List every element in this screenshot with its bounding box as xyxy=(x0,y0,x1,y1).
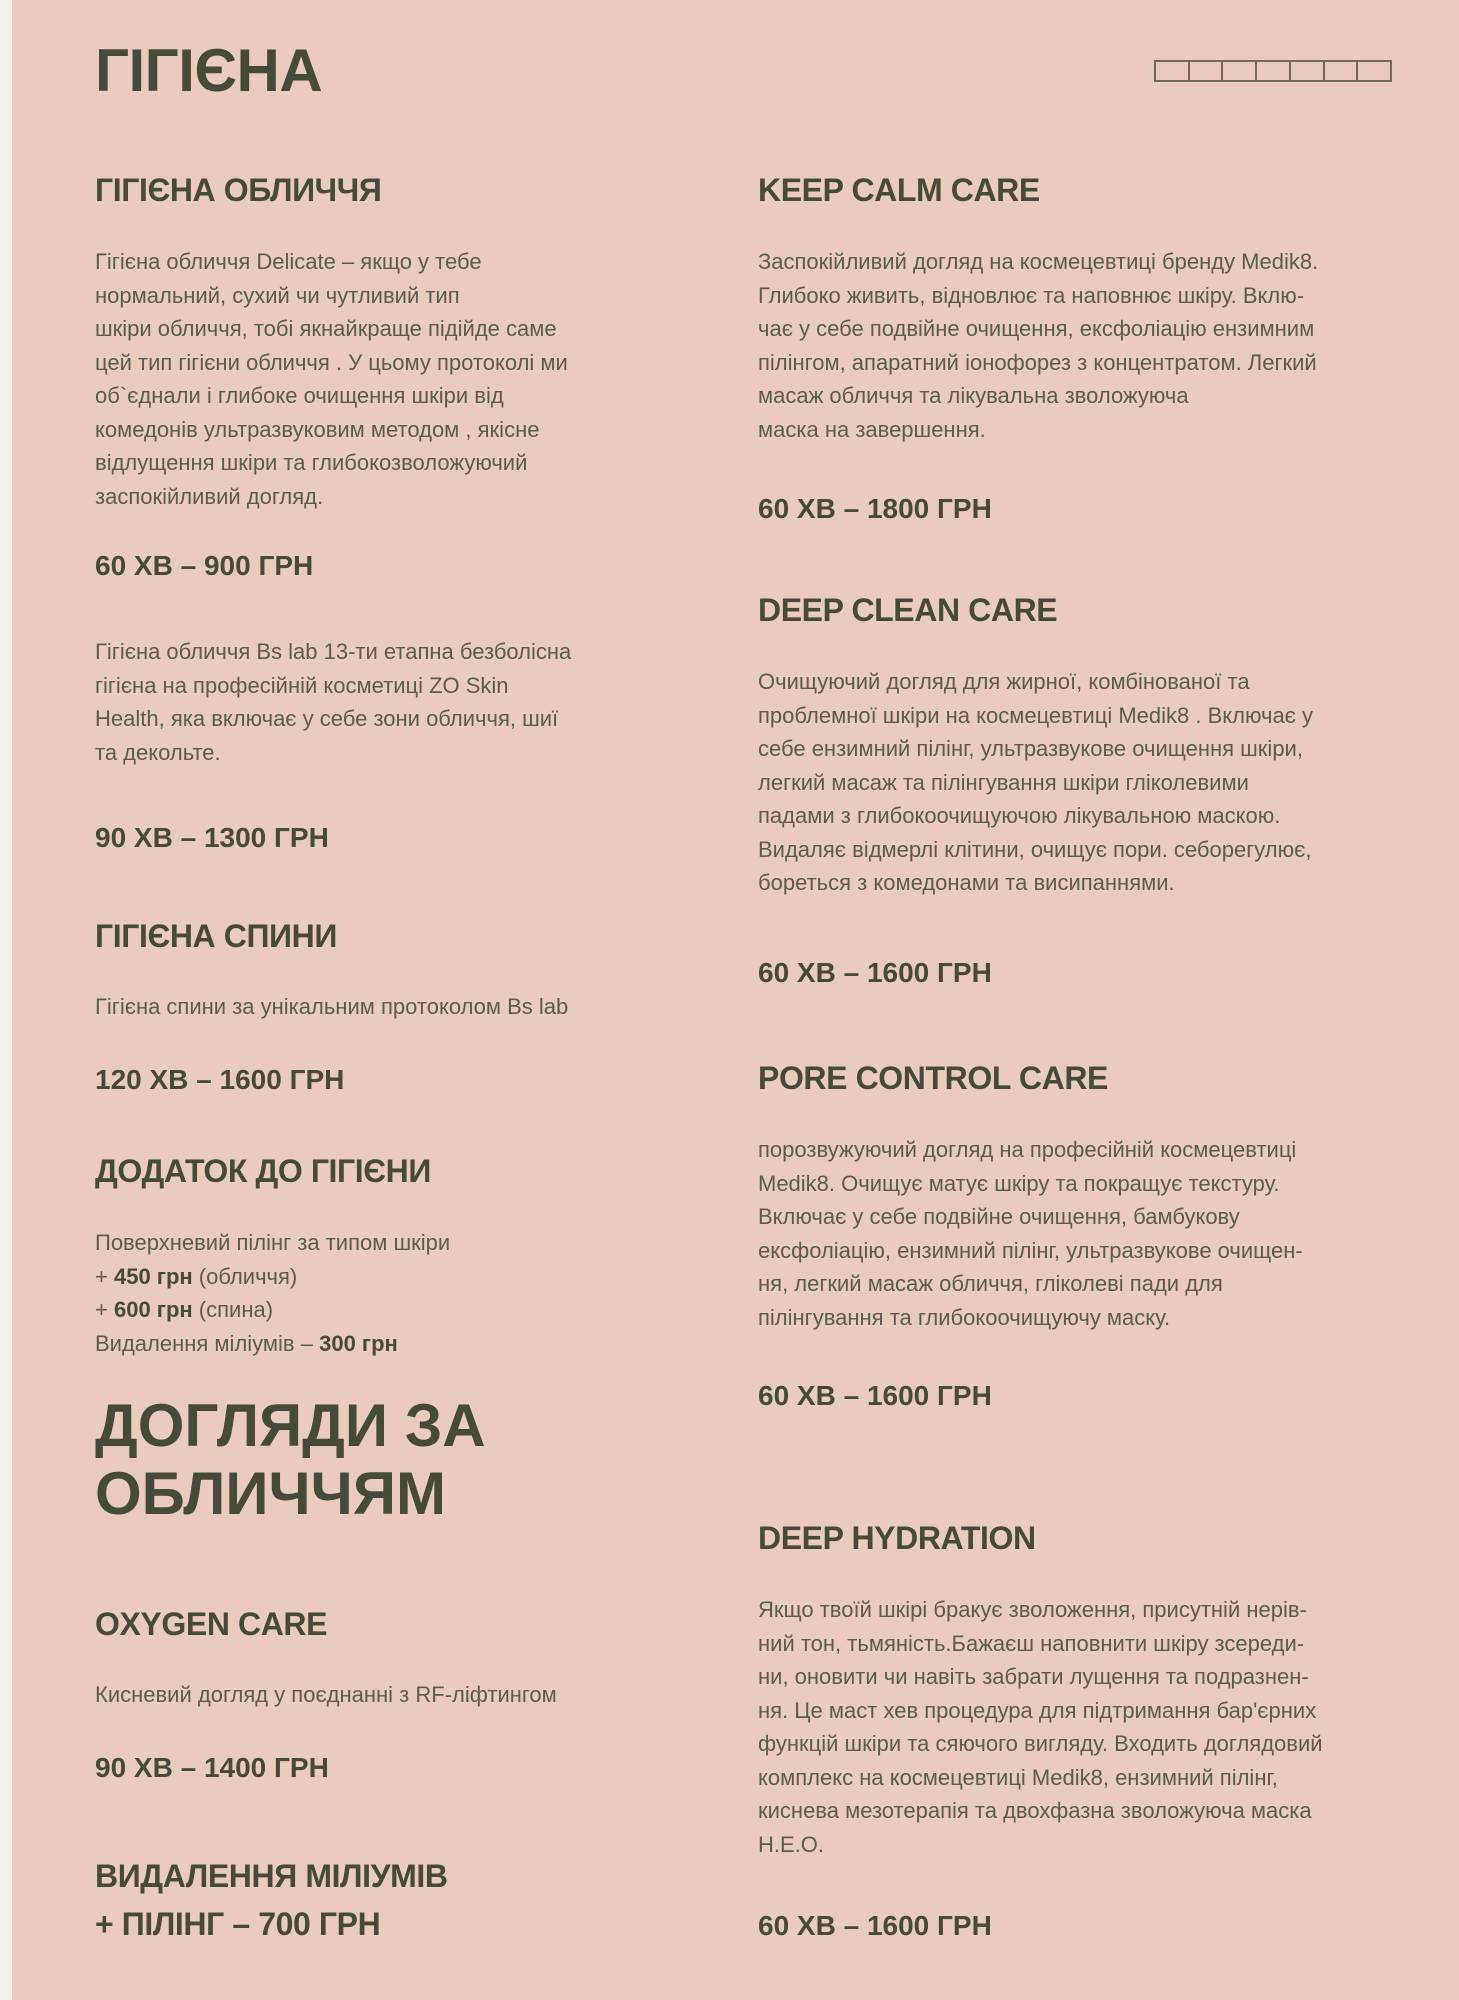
facial-care-heading: ДОГЛЯДИ ЗА ОБЛИЧЧЯМ xyxy=(95,1392,486,1527)
face-hygiene-title: ГІГІЄНА ОБЛИЧЧЯ xyxy=(95,172,382,208)
bslab-description: Гігієна обличчя Bs lab 13-ти етапна безболісна гігієна на професійній косметиці ZO Skin Health, яка включає у себе зони обличчя, шиї та декольте. xyxy=(95,639,572,765)
page-title: ГІГІЄНА xyxy=(95,37,323,104)
pore-control-price: 60 ХВ – 1600 ГРН xyxy=(758,1380,992,1411)
delicate-description: Гігієна обличчя Delicate – якщо у тебе нормальний, сухий чи чутливий тип шкіри обличчя, тобі якнайкраще підійде саме цей тип гігієни обличчя . У цьому протоколі ми об`єднали і глибоке очищення шкіри від комедонів ультразвуковим методом , якісне відлущення шкіри та глибокозволожуючий заспокійливий догляд. xyxy=(95,249,568,509)
price-list-page xyxy=(12,0,1459,2000)
decorative-box-strip xyxy=(1154,60,1392,82)
addon-line-face: + 450 грн (обличчя) xyxy=(95,1263,298,1289)
deep-hydration-price: 60 ХВ – 1600 ГРН xyxy=(758,1910,992,1941)
deep-clean-title: DEEP CLEAN CARE xyxy=(758,592,1058,628)
oxygen-care-description: Кисневий догляд у поєднанні з RF-ліфтингом xyxy=(95,1682,557,1707)
delicate-price: 60 ХВ – 900 ГРН xyxy=(95,550,314,581)
keep-calm-description: Заспокійливий догляд на космецевтиці бренду Medik8. Глибоко живить, відновлює та наповнює шкіру. Вклю- чає у себе подвійне очищення, ексфоліацію ензимним пілінгом, апаратний іонофорез з концентратом. Легкий масаж обличчя та лікувальна зволожуюча маска на завершення. xyxy=(758,249,1319,442)
deep-clean-price: 60 ХВ – 1600 ГРН xyxy=(758,957,992,988)
back-hygiene-price: 120 ХВ – 1600 ГРН xyxy=(95,1064,345,1095)
addon-line-peeling: Поверхневий пілінг за типом шкіри xyxy=(95,1230,451,1255)
bslab-price: 90 ХВ – 1300 ГРН xyxy=(95,822,329,853)
keep-calm-title: KEEP CALM CARE xyxy=(758,172,1040,208)
deep-hydration-description: Якщо твоїй шкірі бракує зволоження, присутній нерів- ний тон, тьмяність.Бажаєш наповнити шкіру зсереди- ни, оновити чи навіть забрати лущення та подразнен- ня. Це маст хев процедура для підтримання бар'єрних функцій шкіри та сяючого вигляду. Входить доглядовий комплекс на космецевтиці Medik8, ензимний пілінг, киснева мезотерапія та двохфазна зволожуюча маска H.E.O. xyxy=(758,1597,1323,1857)
oxygen-care-price: 90 ХВ – 1400 ГРН xyxy=(95,1752,329,1783)
oxygen-care-title: OXYGEN CARE xyxy=(95,1606,328,1642)
keep-calm-price: 60 ХВ – 1800 ГРН xyxy=(758,493,992,524)
addon-line-milia: Видалення міліумів – 300 грн xyxy=(95,1330,398,1356)
milia-removal-title: ВИДАЛЕННЯ МІЛІУМІВ + ПІЛІНГ – 700 ГРН xyxy=(95,1858,448,1942)
addon-title: ДОДАТОК ДО ГІГІЄНИ xyxy=(95,1153,431,1189)
pore-control-description: порозвужуючий догляд на професійній космецевтиці Medik8. Очищує матує шкіру та покращує текстуру. Включає у себе подвійне очищення, бамбукову ексфоліацію, ензимний пілінг, ультразвукове очищен- ня, легкий масаж обличчя, гліколеві пади для пілінгування та глибокоочищуючу маску. xyxy=(758,1137,1303,1330)
deep-hydration-title: DEEP HYDRATION xyxy=(758,1520,1036,1556)
addon-line-back: + 600 грн (спина) xyxy=(95,1297,274,1322)
pore-control-title: PORE CONTROL CARE xyxy=(758,1060,1108,1096)
deep-clean-description: Очищуючий догляд для жирної, комбінованої та проблемної шкіри на космецевтиці Medik8 . Включає у себе ензимний пілінг, ультразвукове очищення шкіри, легкий масаж та пілінгування шкіри гліколевими падами з глибокоочищуючою лікувальною маскою. Видаляє відмерлі клітини, очищує пори. себорегулює, бореться з комедонами та висипаннями. xyxy=(758,669,1314,895)
back-hygiene-title: ГІГІЄНА СПИНИ xyxy=(95,918,337,954)
back-hygiene-description: Гігієна спини за унікальним протоколом Bs lab xyxy=(95,994,569,1019)
addon-list xyxy=(95,1226,450,1360)
